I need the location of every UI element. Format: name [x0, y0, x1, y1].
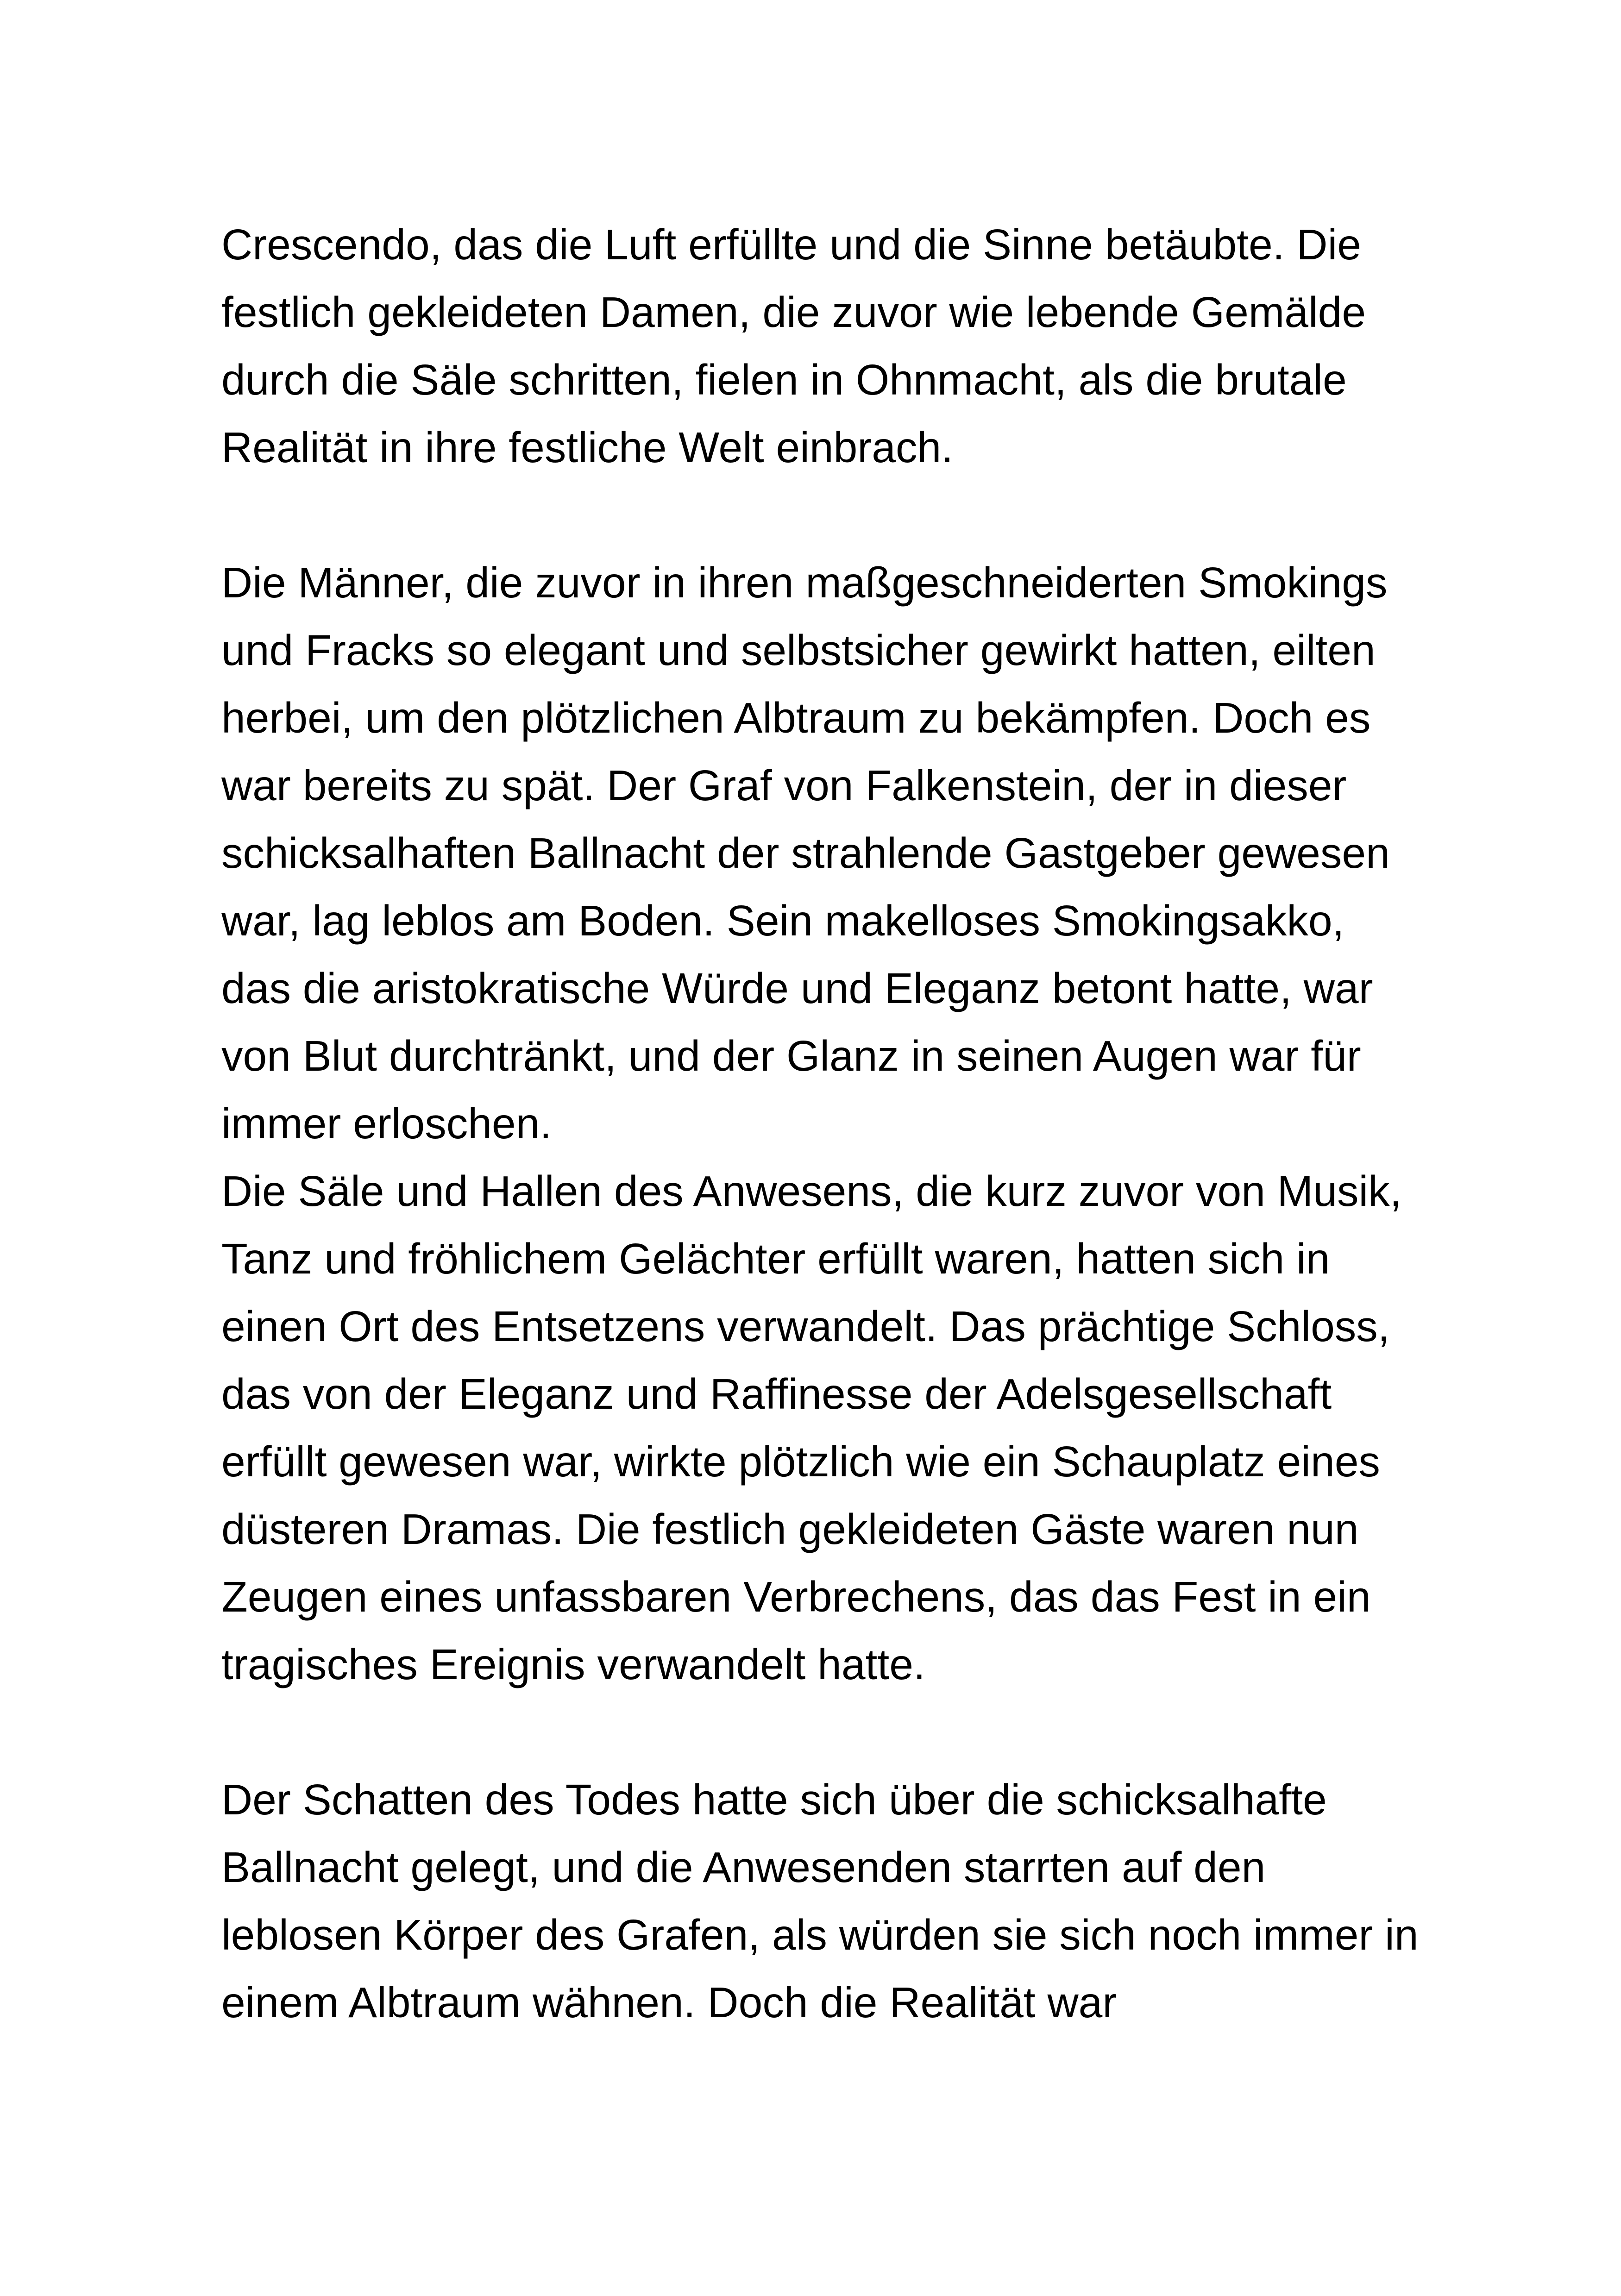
paragraph	[221, 1157, 1472, 1698]
text-line: durch die Säle schritten, fielen in Ohnmacht, als die brutale	[221, 356, 1347, 404]
text-line: Crescendo, das die Luft erfüllte und die Sinne betäubte. Die	[221, 220, 1361, 269]
text-line: erfüllt gewesen war, wirkte plötzlich wie ein Schauplatz eines	[221, 1437, 1380, 1486]
paragraph	[221, 549, 1472, 1157]
text-line: und Fracks so elegant und selbstsicher gewirkt hatten, eilten	[221, 626, 1376, 674]
text-line: von Blut durchtränkt, und der Glanz in seinen Augen war für	[221, 1032, 1361, 1080]
paragraph	[221, 1766, 1472, 2036]
text-line: Die Männer, die zuvor in ihren maßgeschneiderten Smokings	[221, 558, 1388, 607]
text-line: festlich gekleideten Damen, die zuvor wie lebende Gemälde	[221, 288, 1366, 336]
text-line: Zeugen eines unfassbaren Verbrechens, das das Fest in ein	[221, 1573, 1371, 1621]
paragraph	[221, 211, 1472, 481]
paragraph-gap	[221, 481, 1472, 549]
text-line: tragisches Ereignis verwandelt hatte.	[221, 1640, 925, 1688]
text-line: Ballnacht gelegt, und die Anwesenden starrten auf den	[221, 1843, 1266, 1891]
text-line: das von der Eleganz und Raffinesse der Adelsgesellschaft	[221, 1370, 1332, 1418]
text-line: war, lag leblos am Boden. Sein makelloses Smokingsakko,	[221, 897, 1345, 945]
text-line: Der Schatten des Todes hatte sich über die schicksalhafte	[221, 1775, 1327, 1824]
text-line: leblosen Körper des Grafen, als würden sie sich noch immer in	[221, 1911, 1419, 1959]
text-line: düsteren Dramas. Die festlich gekleideten Gäste waren nun	[221, 1505, 1359, 1553]
text-line: einen Ort des Entsetzens verwandelt. Das prächtige Schloss,	[221, 1302, 1390, 1350]
text-line: Realität in ihre festliche Welt einbrach.	[221, 423, 954, 471]
paragraph-gap	[221, 1698, 1472, 1766]
text-line: herbei, um den plötzlichen Albtraum zu bekämpfen. Doch es	[221, 694, 1371, 742]
text-line: Tanz und fröhlichem Gelächter erfüllt waren, hatten sich in	[221, 1235, 1330, 1283]
text-line: einem Albtraum wähnen. Doch die Realität war	[221, 1978, 1117, 2026]
text-line: immer erloschen.	[221, 1099, 552, 1148]
text-line: Die Säle und Hallen des Anwesens, die kurz zuvor von Musik,	[221, 1167, 1402, 1215]
text-line: schicksalhaften Ballnacht der strahlende Gastgeber gewesen	[221, 829, 1390, 877]
text-line: das die aristokratische Würde und Eleganz betont hatte, war	[221, 964, 1373, 1012]
body-text	[221, 211, 1472, 2036]
text-line: war bereits zu spät. Der Graf von Falkenstein, der in dieser	[221, 761, 1347, 809]
